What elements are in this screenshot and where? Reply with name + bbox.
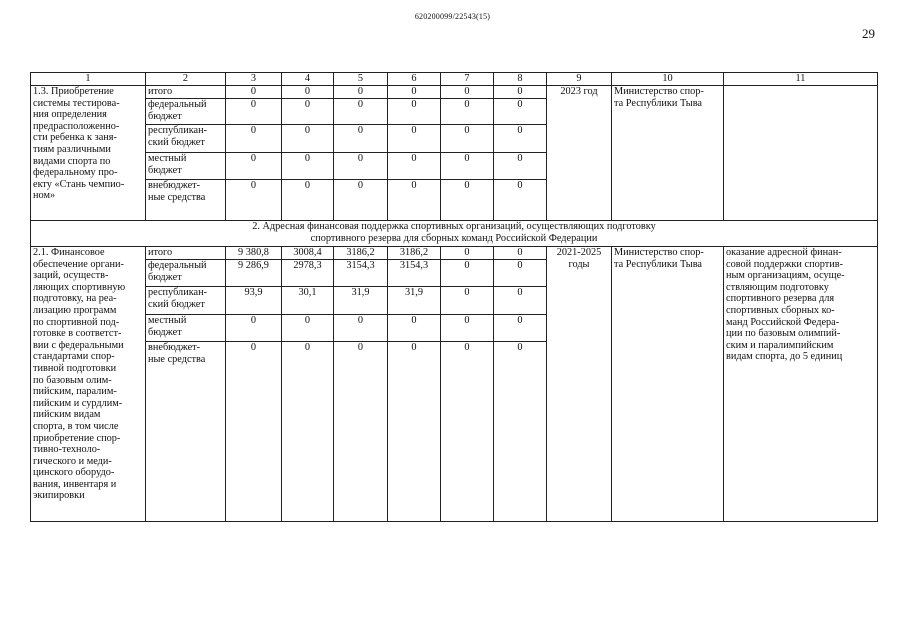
executor: Министерство спор- та Республики Тыва [612,86,724,221]
column-number: 1 [31,73,146,86]
value-cell: 0 [334,86,388,99]
execution-period: 2021-2025 годы [547,247,612,522]
section-row [31,221,878,247]
program-table [30,72,878,522]
value-cell: 0 [494,99,547,125]
value-cell: 3154,3 [334,260,388,287]
column-number: 4 [282,73,334,86]
value-cell: 0 [441,260,494,287]
value-cell: 0 [388,180,441,221]
value-cell: 0 [441,315,494,342]
value-cell: 0 [494,180,547,221]
page-number: 29 [862,26,875,41]
value-cell: 0 [388,99,441,125]
value-cell: 31,9 [334,287,388,315]
value-cell: 0 [494,247,547,260]
execution-period: 2023 год [547,86,612,221]
value-cell: 0 [388,315,441,342]
value-cell: 3186,2 [388,247,441,260]
value-cell: 0 [388,125,441,153]
value-cell: 0 [388,342,441,522]
funding-source: федеральный бюджет [146,99,226,125]
value-cell: 93,9 [226,287,282,315]
column-number: 9 [547,73,612,86]
value-cell: 30,1 [282,287,334,315]
value-cell: 0 [334,180,388,221]
value-cell: 0 [226,180,282,221]
value-cell: 3186,2 [334,247,388,260]
document-code: 620200099/22543(15) [414,12,491,21]
activity-name-1-3: 1.3. Приобретение системы тестирова- ния определения предрасположенно- сти ребенка к заня- тиям различными видами спорта по федеральному про- екту «Стань чемпио- ном» [31,86,146,221]
column-number: 3 [226,73,282,86]
table-row [31,247,878,260]
value-cell: 0 [226,86,282,99]
value-cell: 0 [226,125,282,153]
section-2-title: 2. Адресная финансовая поддержка спортивных организаций, осуществляющих подготовку спортивного резерва для сборных команд Российской Федерации [31,221,878,247]
value-cell: 0 [441,86,494,99]
value-cell: 9 380,8 [226,247,282,260]
funding-source: внебюджет- ные средства [146,180,226,221]
value-cell: 0 [226,153,282,180]
value-cell: 0 [282,315,334,342]
value-cell: 0 [334,99,388,125]
value-cell: 0 [282,99,334,125]
value-cell: 0 [334,315,388,342]
value-cell: 0 [282,153,334,180]
value-cell: 0 [494,287,547,315]
funding-source: внебюджет- ные средства [146,342,226,522]
value-cell: 0 [441,180,494,221]
column-number: 8 [494,73,547,86]
value-cell: 0 [282,86,334,99]
column-number: 6 [388,73,441,86]
value-cell: 0 [282,342,334,522]
funding-source: местный бюджет [146,153,226,180]
funding-source: республикан- ский бюджет [146,125,226,153]
value-cell: 0 [334,342,388,522]
value-cell: 0 [494,153,547,180]
value-cell: 0 [494,315,547,342]
table-row [31,86,878,99]
expected-result [724,86,878,221]
value-cell: 0 [441,99,494,125]
funding-source: республикан- ский бюджет [146,287,226,315]
funding-source: итого [146,86,226,99]
value-cell: 9 286,9 [226,260,282,287]
column-number: 11 [724,73,878,86]
funding-source: федеральный бюджет [146,260,226,287]
column-number: 10 [612,73,724,86]
value-cell: 0 [494,125,547,153]
funding-source: местный бюджет [146,315,226,342]
funding-source: итого [146,247,226,260]
value-cell: 0 [388,86,441,99]
value-cell: 0 [441,287,494,315]
value-cell: 3154,3 [388,260,441,287]
value-cell: 0 [334,153,388,180]
value-cell: 0 [282,180,334,221]
value-cell: 0 [494,260,547,287]
value-cell: 0 [494,342,547,522]
value-cell: 0 [334,125,388,153]
value-cell: 0 [441,153,494,180]
value-cell: 31,9 [388,287,441,315]
value-cell: 0 [226,342,282,522]
executor: Министерство спор- та Республики Тыва [612,247,724,522]
value-cell: 0 [441,247,494,260]
value-cell: 0 [226,315,282,342]
column-number: 7 [441,73,494,86]
value-cell: 0 [282,125,334,153]
value-cell: 2978,3 [282,260,334,287]
value-cell: 0 [441,342,494,522]
value-cell: 3008,4 [282,247,334,260]
value-cell: 0 [226,99,282,125]
value-cell: 0 [494,86,547,99]
column-number: 5 [334,73,388,86]
column-number: 2 [146,73,226,86]
activity-name-2-1: 2.1. Финансовое обеспечение органи- заций, осуществ- ляющих спортивную подготовку, на реа- лизацию программ по спортивной под- готовке в соответст- вии с федеральными стандартами спор- тивной подготовки по базовым олим- пийским, паралим- пийским и сурдлим- пийским видам спорта, в том числе приобретение спор- тивно-техноло- гического и меди- цинского оборудо- вания, инвентаря и экипировки [31,247,146,522]
column-number-row [31,73,878,86]
expected-result: оказание адресной финан- совой поддержки спортив- ным организациям, осуще- ствляющим подготовку спортивного резерва для спортивных сборных ко- манд Российской Федера- ции по базовым олимпий- ским и паралимпийским видам спорта, до 5 единиц [724,247,878,522]
value-cell: 0 [388,153,441,180]
value-cell: 0 [441,125,494,153]
